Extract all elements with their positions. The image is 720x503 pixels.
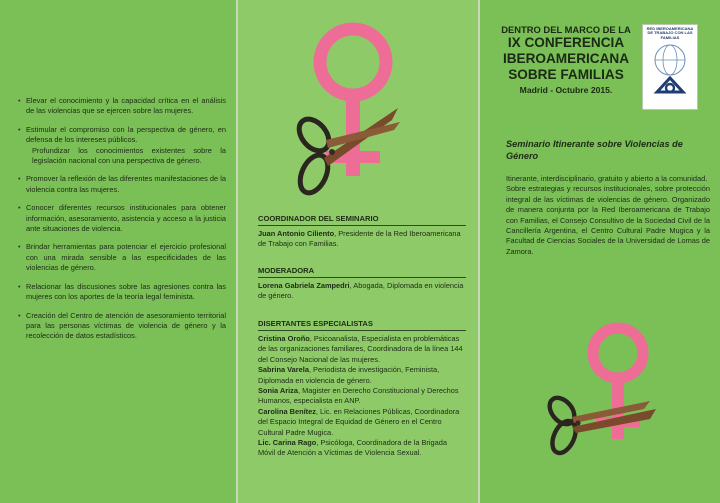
speaker-item: Cristina Oroño, Psicoanalista, Especialista en problemáticas de las organizaciones familiares, Coordinadora de la línea 144 del Consejo Nacional de las mujeres. (258, 334, 463, 364)
list-item: • Creación del Centro de atención de asesoramiento territorial para las personas víctimas de violencia de género y la recolección de datos estadísticos. (18, 311, 226, 342)
speaker-item: Carolina Benítez, Lic. en Relaciones Públicas, Coordinadora del Espacio Integral de Equidad de Género en el Centro Cultural Padre Mugica. (258, 406, 460, 437)
moderator-section (258, 266, 466, 302)
venus-scissors-icon (238, 0, 478, 205)
list-item: • Elevar el conocimiento y la capacidad crítica en el análisis de las violencias que se ejercen sobre las mujeres. (18, 96, 226, 117)
seminar-description: Itinerante, interdisciplinario, gratuito y abierto a la comunidad. Sobre estrategias y recursos institucionales, sobre protección integral de las víctimas de violencias de género. Organizado de manera conjunta por la Red Iberoamericana de Trabajo con Familias, el Consejo Consultivo de la Sociedad Civil de la Cancillería Argentina, el Centro Cultural Padre Mugica y la Facultad de Ciencias Sociales de la Universidad de Lomas de Zamora. (506, 174, 710, 256)
red-iberoamericana-logo: RED IBEROAMERICANA DE TRABAJO CON LAS FAMILIAS (642, 24, 698, 110)
list-item: • Brindar herramientas para potenciar el ejercicio profesional con una mirada sensible a las especificidades de las violencias de género. (18, 242, 226, 273)
coordinator-section (258, 214, 466, 250)
section-header: MODERADORA (258, 266, 466, 278)
moderator-text: Lorena Gabriela Zampedri, Abogada, Diplomada en violencia de género. (258, 281, 464, 301)
section-header: DISERTANTES ESPECIALISTAS (258, 319, 466, 331)
section-header: COORDINADOR DEL SEMINARIO (258, 214, 466, 226)
list-item: • Promover la reflexión de las diferentes manifestaciones de la violencia contra las mujeres. (18, 174, 226, 195)
conference-title: DENTRO DEL MARCO DE LA IX CONFERENCIA IBEROAMERICANA SOBRE FAMILIAS Madrid - Octubre 2015. (496, 24, 636, 95)
conference-date: Madrid - Octubre 2015. (519, 85, 613, 95)
globe-logo-icon (643, 40, 697, 104)
seminar-title: Seminario Itinerante sobre Violencias de Género (506, 139, 683, 161)
objectives-list (18, 96, 226, 342)
venus-scissors-icon (480, 313, 720, 503)
list-item: • Relacionar las discusiones sobre las agresiones contra las mujeres con los aportes de la teoría legal feminista. (18, 282, 226, 303)
coordinator-text: Juan Antonio Ciliento, Presidente de la Red Iberoamericana de Trabajo con Familias. (258, 229, 461, 249)
left-panel (0, 0, 236, 503)
middle-panel (238, 0, 478, 503)
speaker-item: Sabrina Varela, Periodista de investigación, Feminista, Diplomada en violencia de género. (258, 365, 440, 385)
right-panel (480, 0, 720, 503)
speaker-item: Sonia Ariza, Magister en Derecho Constitucional y Derechos Humanos, especialista en ANP. (258, 386, 459, 406)
speakers-section (258, 319, 466, 459)
list-item: • Estimular el compromiso con la perspectiva de género, en defensa de los intereses públicos. Profundizar los conocimientos existentes sobre la legislación nacional con una perspectiva de género. (18, 125, 226, 167)
speaker-item: Lic. Carina Rago, Psicóloga, Coordinadora de la Brigada Móvil de Atención a Víctimas de Violencia Sexual. (258, 438, 447, 458)
list-item: • Conocer diferentes recursos institucionales para obtener información, asesoramiento, asistencia y acceso a la justicia ante situaciones de violencia. (18, 203, 226, 234)
